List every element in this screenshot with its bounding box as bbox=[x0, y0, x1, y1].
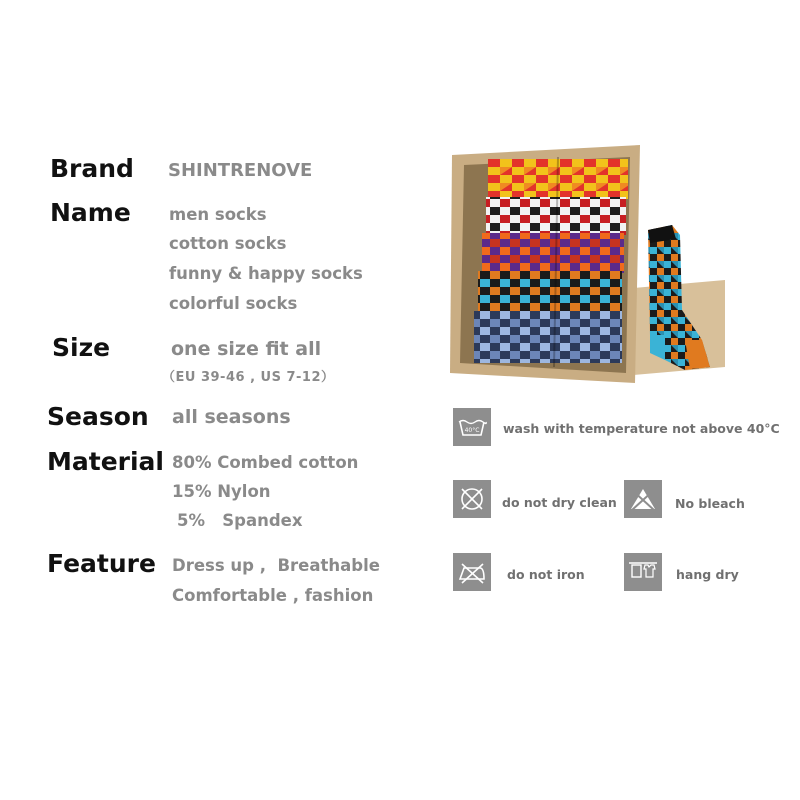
feature-value-2: Comfortable , fashion bbox=[172, 586, 374, 605]
brand-value: SHINTRENOVE bbox=[168, 160, 313, 181]
name-value-2: cotton socks bbox=[169, 234, 287, 253]
name-value-4: colorful socks bbox=[169, 294, 298, 313]
size-note: （EU 39-46 , US 7-12） bbox=[162, 370, 335, 385]
name-value-1: men socks bbox=[169, 205, 267, 224]
size-value: one size fit all bbox=[171, 338, 322, 360]
season-value: all seasons bbox=[172, 406, 291, 428]
brand-label: Brand bbox=[50, 154, 134, 183]
feature-label: Feature bbox=[47, 549, 156, 578]
product-image bbox=[440, 135, 740, 390]
svg-text:40°C: 40°C bbox=[464, 427, 480, 434]
no-iron-icon bbox=[453, 553, 491, 591]
feature-value-1: Dress up , Breathable bbox=[172, 556, 380, 575]
wash-40-icon bbox=[453, 408, 491, 446]
material-label: Material bbox=[47, 447, 164, 476]
season-label: Season bbox=[47, 402, 149, 431]
size-label: Size bbox=[52, 333, 111, 362]
dry-clean-text: do not dry clean bbox=[502, 495, 617, 510]
hang-dry-icon bbox=[624, 553, 662, 591]
no-bleach-icon bbox=[624, 480, 662, 518]
name-value-3: funny & happy socks bbox=[169, 264, 363, 283]
material-value-3: 5% Spandex bbox=[177, 511, 303, 530]
iron-text: do not iron bbox=[507, 567, 585, 582]
hang-dry-text: hang dry bbox=[676, 567, 739, 582]
material-value-2: 15% Nylon bbox=[172, 482, 271, 501]
wash-text: wash with temperature not above 40°C bbox=[503, 421, 780, 436]
no-dry-clean-icon bbox=[453, 480, 491, 518]
material-value-1: 80% Combed cotton bbox=[172, 453, 359, 472]
bleach-text: No bleach bbox=[675, 496, 745, 511]
name-label: Name bbox=[50, 198, 131, 227]
